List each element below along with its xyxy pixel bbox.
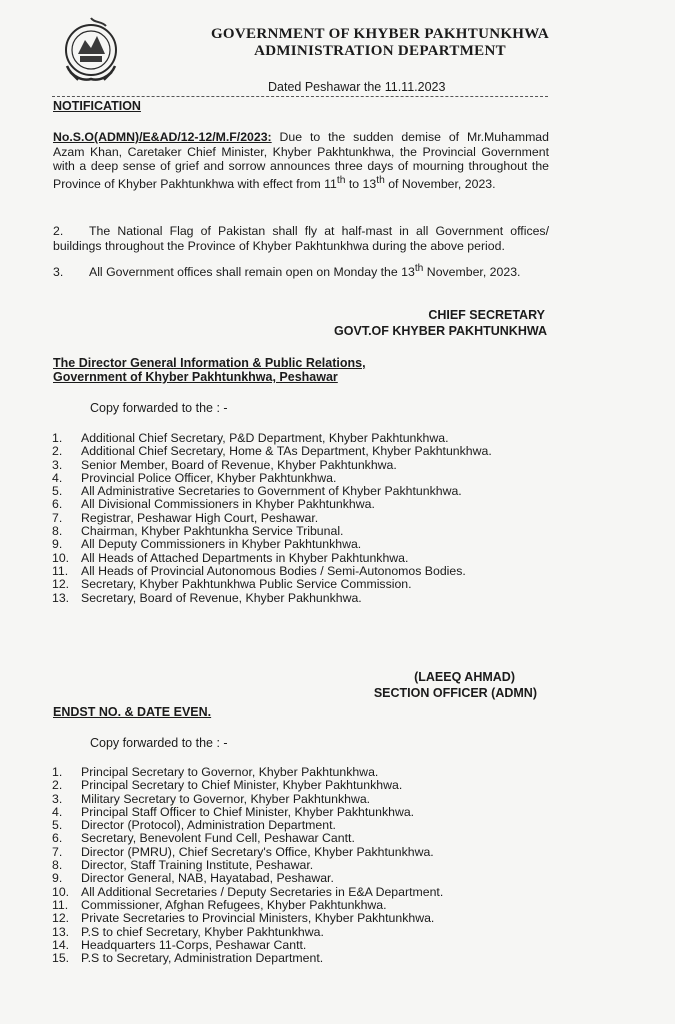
list-item-number: 12. [52, 577, 70, 592]
list-item-text: Principal Secretary to Governor, Khyber Pakhtunkhwa. [81, 765, 379, 779]
paragraph-3-number: 3. [53, 265, 64, 280]
addressee-line-2: Government of Khyber Pakhtunkhwa, Peshawar [53, 370, 338, 384]
paragraph-3 [53, 262, 549, 280]
list-item [52, 538, 492, 551]
list-item-number: 15. [52, 951, 70, 966]
list-item-text: All Deputy Commissioners in Khyber Pakhtunkhwa. [81, 537, 362, 552]
list-item-number: 12. [52, 911, 70, 926]
copy-forwarded-heading-1: Copy forwarded to the : - [90, 401, 228, 415]
list-item [52, 485, 492, 498]
paragraph-2-text: The National Flag of Pakistan shall fly at half-mast in all Government offices/ buildings throughout the Province of Khyber Pakhtunkhwa during the above period. [53, 224, 549, 253]
list-item-text: Secretary, Benevolent Fund Cell, Peshawar Cantt. [81, 831, 355, 846]
list-item-text: Private Secretaries to Provincial Ministers, Khyber Pakhtunkhwa. [81, 911, 435, 926]
list-item-number: 4. [52, 804, 63, 819]
list-item-number: 3. [52, 791, 63, 806]
list-item-text: Principal Secretary to Chief Minister, Khyber Pakhtunkhwa. [81, 778, 403, 793]
list-item [52, 779, 443, 792]
paragraph-3-text-a: All Government offices shall remain open on Monday the 13 [89, 265, 415, 280]
list-item-number: 5. [52, 484, 63, 499]
list-item-number: 7. [52, 510, 63, 525]
list-item-text: Commissioner, Afghan Refugees, Khyber Pakhtunkhwa. [81, 897, 387, 912]
list-item [52, 872, 443, 885]
header-divider [52, 96, 548, 97]
list-item-number: 7. [52, 844, 63, 859]
header-line-department: ADMINISTRATION DEPARTMENT [254, 43, 506, 59]
list-item-number: 5. [52, 818, 63, 833]
list-item-text: Senior Member, Board of Revenue, Khyber Pakhtunkhwa. [81, 457, 397, 472]
list-item [52, 578, 492, 591]
list-item-text: All Divisional Commissioners in Khyber Pakhtunkhwa. [81, 497, 375, 512]
copy-forwarded-heading-2: Copy forwarded to the : - [90, 736, 228, 750]
list-item [52, 846, 443, 859]
addressee-block [53, 356, 366, 384]
list-item [52, 472, 492, 485]
list-item [52, 512, 492, 525]
list-item-text: P.S to Secretary, Administration Department. [81, 951, 324, 966]
notification-title: NOTIFICATION [53, 99, 141, 113]
list-item-text: Director (PMRU), Chief Secretary's Office, Khyber Pakhtunkhwa. [81, 844, 434, 859]
government-emblem-icon [58, 14, 124, 84]
list-item-text: Registrar, Peshawar High Court, Peshawar. [81, 510, 319, 525]
addressee-line-1: The Director General Information & Public Relations, [53, 356, 366, 370]
list-item-text: Secretary, Khyber Pakhtunkhwa Public Service Commission. [81, 577, 412, 592]
dated-line: Dated Peshawar the 11.11.2023 [268, 80, 446, 94]
list-item-text: Additional Chief Secretary, P&D Department, Khyber Pakhtunkhwa. [81, 431, 449, 445]
list-item-text: Director (Protocol), Administration Department. [81, 818, 336, 833]
list-item-text: Chairman, Khyber Pakhtunkha Service Tribunal. [81, 524, 344, 539]
list-item-text: All Heads of Provincial Autonomous Bodies / Semi-Autonomos Bodies. [81, 563, 466, 578]
paragraph-3-sup: th [414, 263, 424, 274]
signatory-title: SECTION OFFICER (ADMN) [373, 686, 537, 700]
list-item-number: 11. [52, 897, 69, 912]
list-item [52, 459, 492, 472]
distribution-list-2 [52, 766, 443, 965]
list-item-text: Director General, NAB, Hayatabad, Peshawar. [81, 871, 334, 886]
list-item-number: 11. [52, 563, 69, 578]
list-item-number: 14. [52, 937, 70, 952]
list-item-number: 9. [52, 871, 63, 886]
distribution-list-1 [52, 432, 492, 605]
list-item-number: 9. [52, 537, 63, 552]
list-item [52, 819, 443, 832]
list-item-number: 1. [52, 765, 63, 779]
paragraph-1-sup-1: th [336, 174, 346, 186]
list-item-text: All Additional Secretaries / Deputy Secretaries in E&A Department. [81, 884, 444, 899]
list-item [52, 432, 492, 445]
paragraph-2 [53, 224, 549, 253]
list-item-text: Military Secretary to Governor, Khyber Pakhtunkhwa. [81, 791, 371, 806]
list-item [52, 912, 443, 925]
list-item-text: Provincial Police Officer, Khyber Pakhtunkhwa. [81, 470, 337, 485]
list-item-number: 6. [52, 831, 63, 846]
list-item [52, 899, 443, 912]
signature-org-govt: GOVT.OF KHYBER PAKHTUNKHWA [334, 324, 547, 338]
list-item [52, 806, 443, 819]
list-item-number: 3. [52, 457, 63, 472]
list-item-number: 6. [52, 497, 63, 512]
paragraph-3-text-b: November, 2023. [423, 265, 521, 280]
list-item-text: Principal Staff Officer to Chief Minister, Khyber Pakhtunkhwa. [81, 804, 415, 819]
paragraph-1-text-c: of November, 2023. [384, 176, 496, 191]
list-item [52, 926, 443, 939]
list-item-number: 8. [52, 524, 63, 539]
reference-number: No.S.O(ADMN)/E&AD/12-12/M.F/2023: [53, 130, 272, 144]
endst-heading: ENDST NO. & DATE EVEN. [53, 705, 212, 719]
header-line-government: GOVERNMENT OF KHYBER PAKHTUNKHWA [210, 26, 550, 42]
paragraph-1-sup-2: th [376, 174, 385, 186]
list-item-number: 8. [52, 858, 63, 873]
list-item [52, 859, 443, 872]
list-item-number: 10. [52, 884, 70, 899]
list-item [52, 445, 492, 458]
list-item-number: 2. [52, 444, 63, 459]
list-item-text: Headquarters 11-Corps, Peshawar Cantt. [81, 937, 307, 952]
paragraph-1 [53, 130, 549, 191]
list-item-text: Secretary, Board of Revenue, Khyber Pakhunkhwa. [81, 590, 362, 605]
list-item [52, 525, 492, 538]
list-item [52, 832, 443, 845]
list-item-text: All Heads of Attached Departments in Khyber Pakhtunkhwa. [81, 550, 409, 565]
list-item-number: 10. [52, 550, 70, 565]
list-item [52, 592, 492, 605]
list-item-number: 1. [52, 431, 63, 445]
paragraph-1-text-a: Due to the sudden demise of Mr.Muhammad Azam Khan, Caretaker Chief Minister, Khyber Pakhtunkhwa, the Provincial Government with a deep sense of grief and sorrow announces three days of mourning throughout the Province of Khyber Pakhtunkhwa with effect from 11 [53, 130, 549, 191]
list-item-number: 4. [52, 470, 63, 485]
list-item [52, 939, 443, 952]
list-item [52, 886, 443, 899]
list-item [52, 565, 492, 578]
list-item-text: Additional Chief Secretary, Home & TAs Department, Khyber Pakhtunkhwa. [81, 444, 492, 459]
signatory-name: (LAEEQ AHMAD) [414, 670, 515, 684]
list-item [52, 498, 492, 511]
list-item [52, 952, 443, 965]
list-item [52, 766, 443, 779]
list-item-number: 13. [52, 590, 70, 605]
list-item-text: P.S to chief Secretary, Khyber Pakhtunkhwa. [81, 924, 324, 939]
list-item-text: Director, Staff Training Institute, Peshawar. [81, 858, 314, 873]
list-item [52, 793, 443, 806]
list-item-number: 2. [52, 778, 63, 793]
list-item [52, 552, 492, 565]
document-header [150, 26, 610, 60]
list-item-text: All Administrative Secretaries to Government of Khyber Pakhtunkhwa. [81, 484, 462, 499]
list-item-number: 13. [52, 924, 70, 939]
signature-title-chief-secretary: CHIEF SECRETARY [428, 308, 545, 322]
paragraph-1-text-b: to 13 [345, 176, 377, 191]
paragraph-2-number: 2. [53, 224, 64, 238]
